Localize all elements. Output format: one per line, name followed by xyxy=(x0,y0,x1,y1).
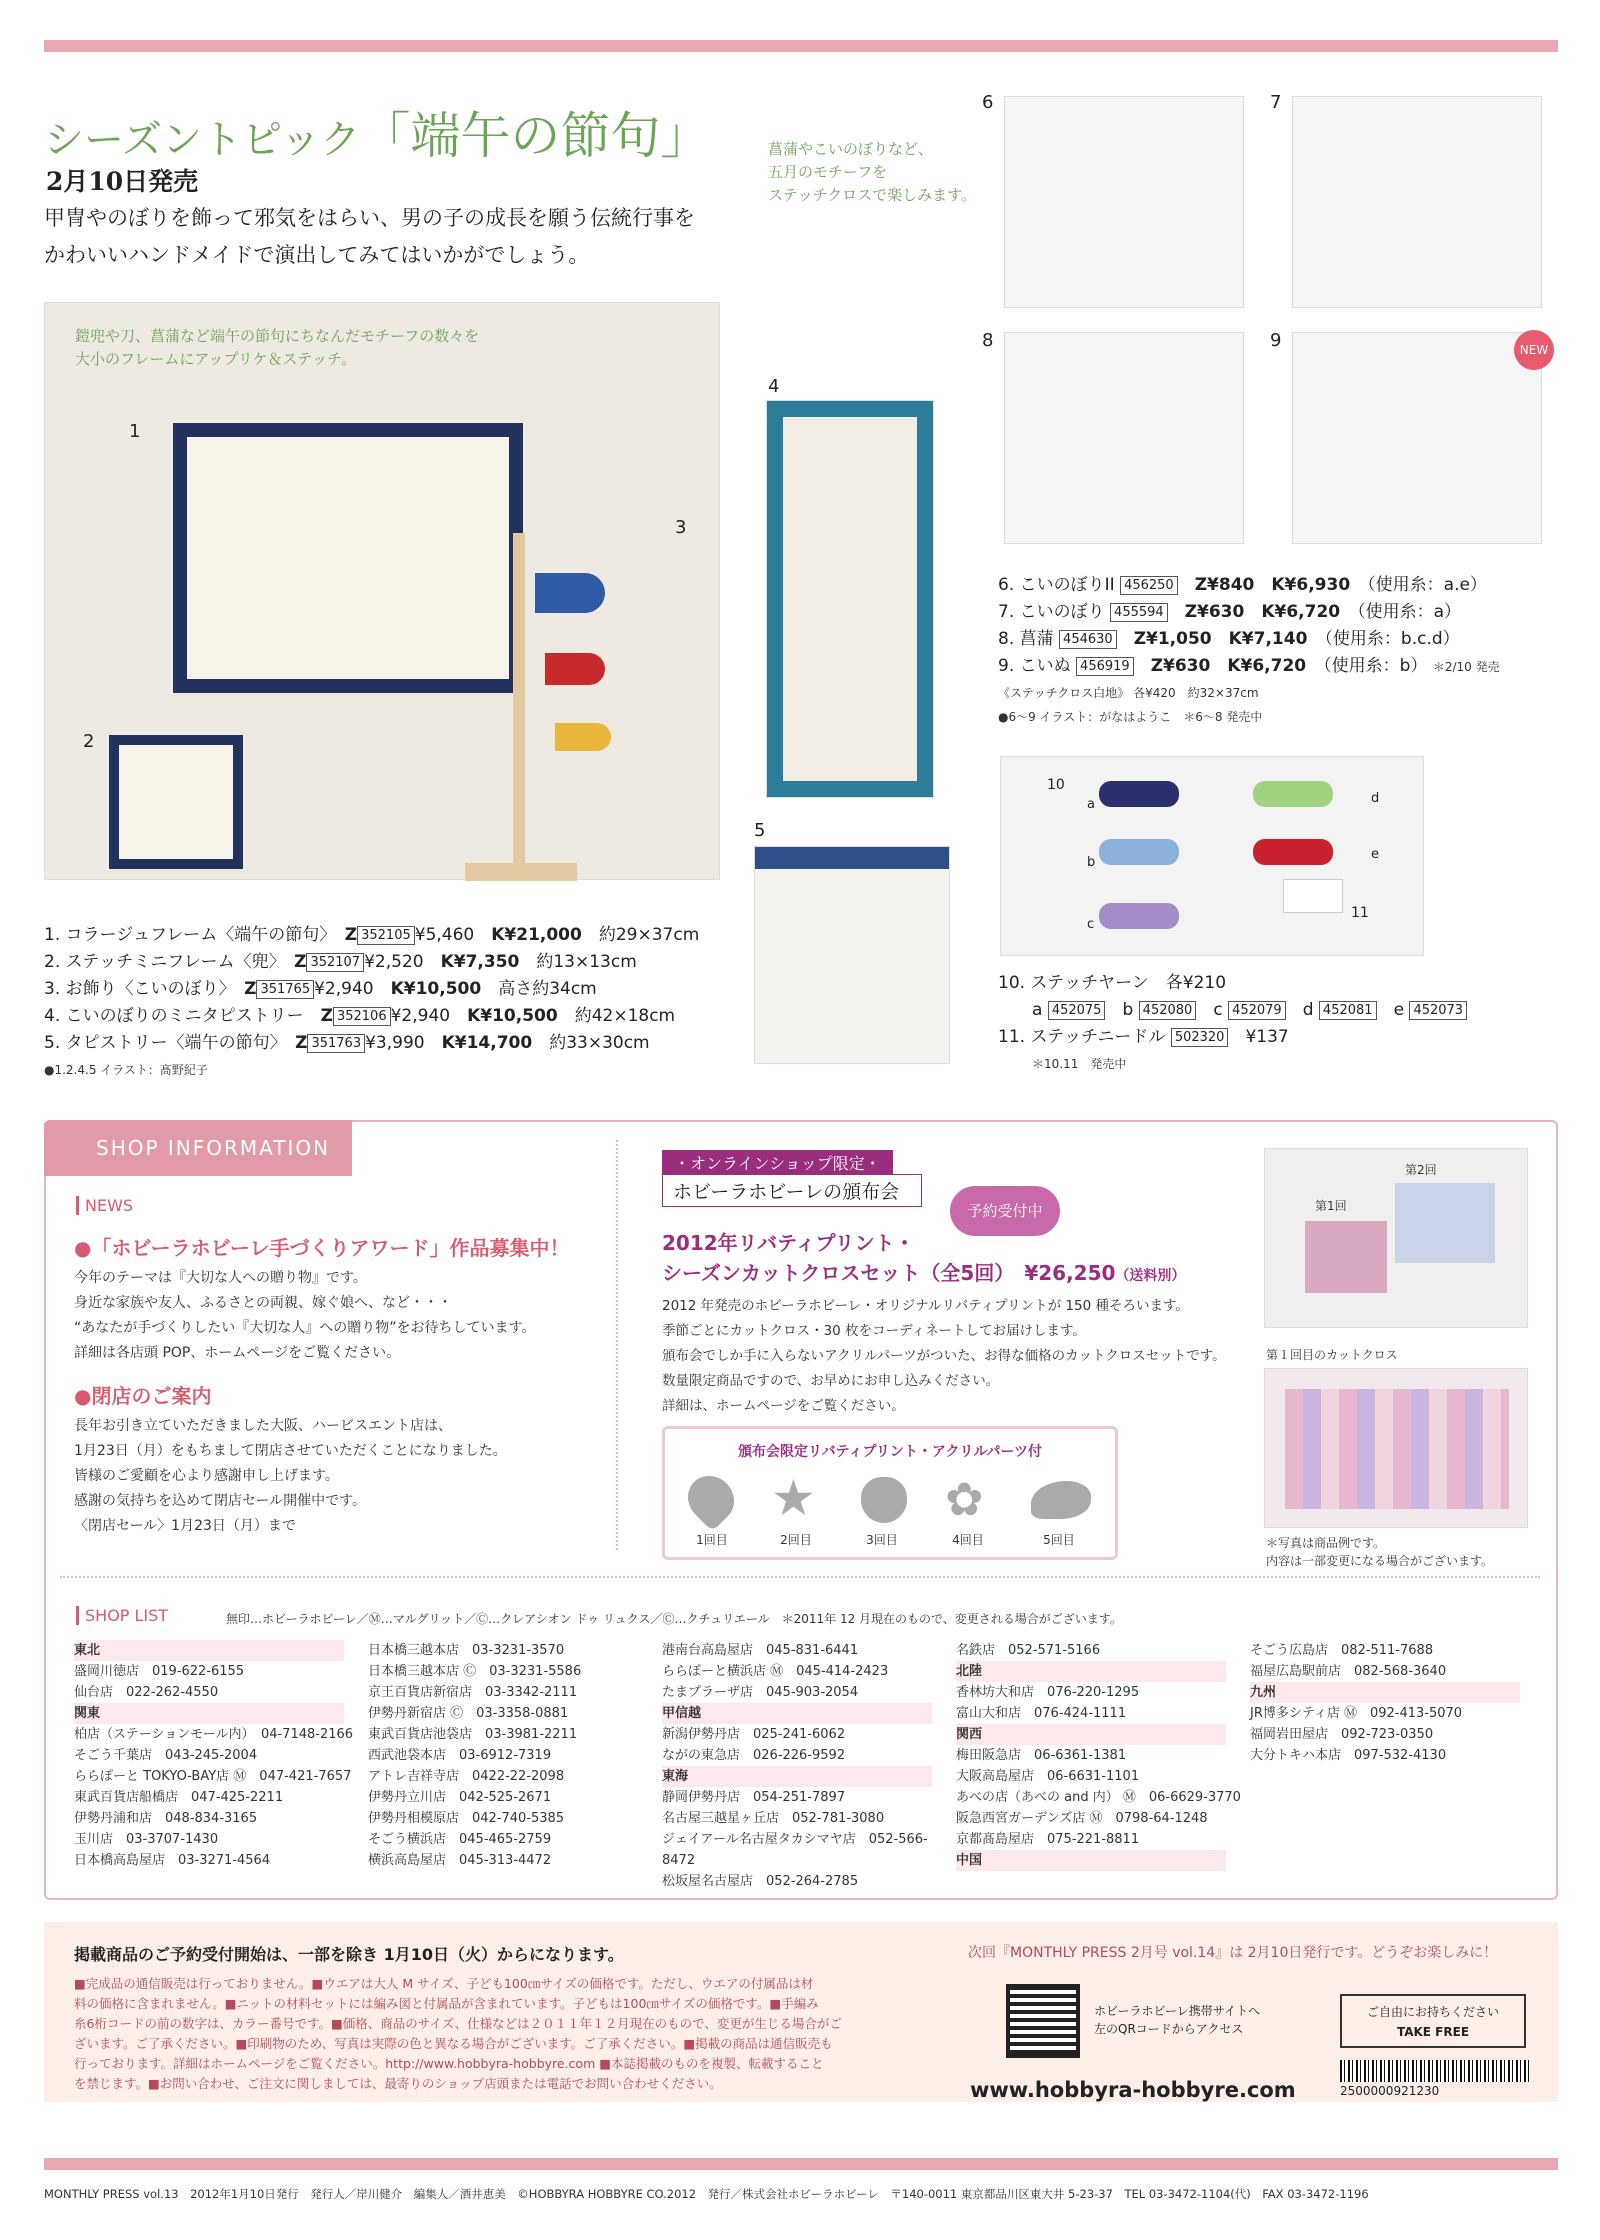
cloth-illustration-note: ●6〜9 イラスト：がなはようこ ＊6〜8 発売中 xyxy=(998,710,1263,724)
reserve-badge: 予約受付中 xyxy=(950,1186,1060,1236)
shoplist-entry: 玉川店 03-3707-1430 xyxy=(74,1832,219,1847)
shoplist-entry: 日本橋三越本店 03-3231-3570 xyxy=(368,1643,565,1658)
yarn-list xyxy=(998,970,1467,1078)
footer-box xyxy=(44,1922,1558,2102)
cutcloth-photo xyxy=(1264,1368,1528,1528)
yarn-photo xyxy=(1000,756,1424,956)
footer-notes: ■完成品の通信販売は行っておりません。■ウエアは大人 M サイズ、子ども100㎝サイズの価格です。ただし、ウエアの付属品は材 料の価格に含まれません。■ニットの材料セットには編み図と付属品が含まれています。子どもは100㎝サイズの価格です。■手編み 糸6桁コードの前の数字は、カラー番号です。■価格、商品のサイズ、仕様などは２０１１年１２月現在のもので、変更が生じる場合がご ざいます。ご了承ください。■印刷物のため、写真は実際の色と異なる場合がございます。ご了承ください。■掲載の商品は通信販売も 行っております。詳細はホームページをご覧ください。http://www.hobbyra-hobbyre.com ■本誌掲載のものを複製、転載すること を禁じます。■お問い合わせ、ご注文に関しましては、最寄りのショップ店頭または電話でお問い合わせください。 xyxy=(74,1976,842,2091)
online-badge: ・オンラインショップ限定・ xyxy=(662,1150,893,1175)
shoplist-entry: 静岡伊勢丹店 054-251-7897 xyxy=(662,1790,846,1805)
shoplist-entry: 港南台高島屋店 045-831-6441 xyxy=(662,1643,859,1658)
shoplist-region: 東北 xyxy=(74,1640,344,1661)
shoplist-entry: 伊勢丹立川店 042-525-2671 xyxy=(368,1790,552,1805)
award-body: 今年のテーマは『大切な人への贈り物』です。 身近な家族や友人、ふるさとの両親、嫁ぐ娘へ、など・・・ “あなたが手づくりしたい『大切な人』への贈り物”をお待ちしています。 詳細は各店頭 POP、ホームページをご覧ください。 xyxy=(74,1270,536,1361)
news-label: NEWS xyxy=(76,1196,133,1215)
cloth-note: 《ステッチクロス白地》 各¥420 約32×37cm xyxy=(998,686,1259,700)
yarn-letter-e: e xyxy=(1371,847,1379,862)
acrylic-parts-box xyxy=(662,1426,1118,1560)
close-heading: ●閉店のご案内 xyxy=(74,1384,212,1408)
shoplist-entry: 西武池袋本店 03-6912-7319 xyxy=(368,1748,552,1763)
koinobori-stand-image xyxy=(513,533,525,873)
shoplist-entry: 富山大和店 076-424-1111 xyxy=(956,1706,1127,1721)
qr-text: ホビーラホビーレ携帯サイトへ 左のQRコードからアクセス xyxy=(1094,2004,1260,2036)
product-row: 4. こいのぼりのミニタピストリー Z 352106 ¥2,940 K¥10,500 約42×18cm xyxy=(44,1006,676,1026)
shoplist-entry: ながの東急店 026-226-9592 xyxy=(662,1748,846,1763)
shoplist-entry: 新潟伊勢丹店 025-241-6062 xyxy=(662,1727,846,1742)
photo-number-10: 10 xyxy=(1047,777,1065,793)
cutcloth-caption: 第１回目のカットクロス xyxy=(1266,1348,1398,1362)
photo-number-2: 2 xyxy=(83,731,95,752)
product-list-right xyxy=(998,572,1500,729)
product-row: 7. こいのぼり 455594 Z¥630 K¥6,720 （使用糸：a） xyxy=(998,602,1462,622)
release-date: 2月10日発売 xyxy=(46,167,199,196)
shoplist-entry: ジェイアール名古屋タカシマヤ店 052-566-8472 xyxy=(662,1832,928,1868)
shoplist-region: 関西 xyxy=(956,1724,1226,1745)
shoplist-entry: 京都髙島屋店 075-221-8811 xyxy=(956,1832,1140,1847)
shoplist-entry: 伊勢丹浦和店 048-834-3165 xyxy=(74,1811,258,1826)
shoplist-entry: 日本橋高島屋店 03-3271-4564 xyxy=(74,1853,271,1868)
award-heading: ●「ホビーラホビーレ手づくりアワード」作品募集中！ xyxy=(74,1236,570,1260)
colophon: MONTHLY PRESS vol.13 2012年1月10日発行 発行人／岸川健介 編集人／酒井恵美 ©HOBBYRA HOBBYRE CO.2012 発行／株式会社ホビーラホビーレ 〒140-0011 東京都品川区東大井 5-23-37 TEL 03-3472-1104(代) FAX 03-3472-1196 xyxy=(44,2187,1369,2201)
shoplist-col-3 xyxy=(662,1640,956,1892)
photo-number-5: 5 xyxy=(754,820,766,841)
shoplist-entry: 阪急西宮ガーデンズ店 Ⓜ 0798-64-1248 xyxy=(956,1811,1208,1826)
shoplist-entry: ららぽーと横浜店 Ⓜ 045-414-2423 xyxy=(662,1664,889,1679)
product-row: 1. コラージュフレーム〈端午の節句〉 Z 352105 ¥5,460 K¥21,000 約29×37cm xyxy=(44,925,700,945)
photo-number-11: 11 xyxy=(1351,905,1369,921)
main-photo xyxy=(44,302,720,880)
yarn-letter-b: b xyxy=(1087,855,1096,870)
yarn-note: ＊10.11 発売中 xyxy=(1032,1057,1127,1071)
cloth-8-image xyxy=(1004,332,1244,544)
apple-icon xyxy=(861,1477,907,1523)
photo-number-1: 1 xyxy=(129,421,141,442)
site-url[interactable]: www.hobbyra-hobbyre.com xyxy=(970,2078,1296,2102)
product-row: 2. ステッチミニフレーム〈兜〉 Z 352107 ¥2,520 K¥7,350 約13×13cm xyxy=(44,952,637,972)
shoplist-entry: 盛岡川徳店 019-622-6155 xyxy=(74,1664,245,1679)
product-row: 3. お飾り〈こいのぼり〉 Z 351765 ¥2,940 K¥10,500 高さ約34cm xyxy=(44,979,597,999)
product-row: 9. こいぬ 456919 Z¥630 K¥6,720 （使用糸：b） ＊2/10 発売 xyxy=(998,656,1500,676)
shoplist-entry: 東武百貨店船橋店 047-425-2211 xyxy=(74,1790,284,1805)
product-row: 5. タピストリー〈端午の節句〉 Z 351763 ¥3,990 K¥14,700 約33×30cm xyxy=(44,1033,650,1053)
shoplist-region: 東海 xyxy=(662,1766,932,1787)
shoplist-entry: 仙台店 022-262-4550 xyxy=(74,1685,219,1700)
shoplist-entry: 日本橋三越本店 Ⓒ 03-3231-5586 xyxy=(368,1664,582,1679)
online-title: 2012年リバティプリント・ シーズンカットクロスセット（全5回） ¥26,250（送料別） xyxy=(662,1231,1186,1285)
shop-info-tab: SHOP INFORMATION xyxy=(44,1120,352,1176)
barcode xyxy=(1340,2060,1530,2082)
bird-icon xyxy=(1031,1481,1091,1519)
shoplist-entry: 梅田阪急店 06-6361-1381 xyxy=(956,1748,1127,1763)
main-photo-caption: 鎧兜や刀、菖蒲など端午の節句にちなんだモチーフの数々を 大小のフレームにアップリケ＆ステッチ。 xyxy=(75,327,480,368)
take-free-box: ご自由にお持ちください TAKE FREE xyxy=(1340,1994,1526,2048)
product-row: 8. 菖蒲 454630 Z¥1,050 K¥7,140 （使用糸：b.c.d） xyxy=(998,629,1460,649)
photo-number-8: 8 xyxy=(982,330,994,351)
needle-row: 11. ステッチニードル 502320 ¥137 xyxy=(998,1027,1289,1047)
acrylic-parts-title: 頒布会限定リバティプリント・アクリルパーツ付 xyxy=(738,1444,1042,1460)
close-body: 長年お引き立ていただきました大阪、ハービスエント店は、 1月23日（月）をもちまして閉店させていただくことになりました。 皆様のご愛顧を心より感謝申し上げます。 感謝の気持ちを込めて閉店セール開催中です。 〈閉店セール〉1月23日（月）まで xyxy=(74,1418,507,1534)
part-label-3: 3回目 xyxy=(866,1533,898,1547)
photo-number-3: 3 xyxy=(675,517,687,538)
online-subtitle: ホビーラホビーレの頒布会 xyxy=(662,1174,922,1207)
shoplist-entry: 伊勢丹相模原店 042-740-5385 xyxy=(368,1811,565,1826)
yarn-letter-c: c xyxy=(1087,917,1095,932)
lead-text: 甲冑やのぼりを飾って邪気をはらい、男の子の成長を願う伝統行事を かわいいハンドメイドで演出してみてはいかがでしょう。 xyxy=(44,206,695,267)
barcode-number: 2500000921230 xyxy=(1340,2084,1440,2098)
shoplist-col-2 xyxy=(368,1640,662,1871)
shoplist-entry: アトレ吉祥寺店 0422-22-2098 xyxy=(368,1769,565,1784)
product-row: 6. こいのぼりII 456250 Z¥840 K¥6,930 （使用糸：a.e） xyxy=(998,575,1487,595)
shoplist-col-4 xyxy=(956,1640,1250,1871)
shoplist-entry: 福岡岩田屋店 092-723-0350 xyxy=(1250,1727,1434,1742)
shoplist-entry: 横浜高島屋店 045-313-4472 xyxy=(368,1853,552,1868)
shoplist-entry: たまプラーザ店 045-903-2054 xyxy=(662,1685,859,1700)
photo-number-7: 7 xyxy=(1270,92,1282,113)
shoplist-entry: 名鉄店 052-571-5166 xyxy=(956,1643,1101,1658)
shoplist-col-1 xyxy=(74,1640,368,1871)
part-label-2: 2回目 xyxy=(780,1533,812,1547)
yarn-title: 10. ステッチヤーン 各¥210 xyxy=(998,973,1227,993)
shoplist-entry: 大阪高島屋店 06-6631-1101 xyxy=(956,1769,1140,1784)
shoplist-entry: 福屋広島駅前店 082-568-3640 xyxy=(1250,1664,1447,1679)
photo-number-4: 4 xyxy=(768,376,780,397)
shoplist-region: 中国 xyxy=(956,1850,1226,1871)
flower-icon: ✿ xyxy=(945,1472,984,1526)
photo-label-1: 第1回 xyxy=(1315,1199,1347,1213)
qr-code[interactable] xyxy=(1006,1984,1080,2058)
tapestry-image xyxy=(754,846,950,1064)
part-label-4: 4回目 xyxy=(952,1533,984,1547)
page-title: シーズントピック「端午の節句」 xyxy=(44,107,711,165)
cloth-7-image xyxy=(1292,96,1542,308)
mini-tapestry-image xyxy=(766,400,934,798)
bottom-bar xyxy=(44,2158,1558,2170)
shoplist-entry: 東武百貨店池袋店 03-3981-2211 xyxy=(368,1727,578,1742)
shoplist-region: 関東 xyxy=(74,1703,344,1724)
shoplist-entry: そごう横浜店 045-465-2759 xyxy=(368,1832,552,1847)
shoplist-title: SHOP LIST xyxy=(76,1606,168,1625)
collage-frame-image xyxy=(173,423,523,693)
part-label-5: 5回目 xyxy=(1043,1533,1075,1547)
shoplist-entry: そごう広島店 082-511-7688 xyxy=(1250,1643,1434,1658)
shoplist-entry: ららぽーと TOKYO-BAY店 Ⓜ 047-421-7657 xyxy=(74,1769,352,1784)
heart-icon xyxy=(678,1466,743,1531)
shoplist-entry: 大分トキハ本店 097-532-4130 xyxy=(1250,1748,1447,1763)
star-icon: ★ xyxy=(771,1469,816,1527)
shoplist-entry: 名古屋三越星ヶ丘店 052-781-3080 xyxy=(662,1811,885,1826)
cloth-9-image xyxy=(1292,332,1542,544)
part-label-1: 1回目 xyxy=(696,1533,728,1547)
shoplist-entry: あべの店（あべの and 内） Ⓜ 06-6629-3770 xyxy=(956,1790,1241,1805)
shoplist-region: 九州 xyxy=(1250,1682,1520,1703)
top-bar xyxy=(44,40,1558,52)
mini-frame-image xyxy=(109,735,243,869)
shoplist-col-5 xyxy=(1250,1640,1544,1766)
shoplist-entry: 香林坊大和店 076-220-1295 xyxy=(956,1685,1140,1700)
illustration-note: ●1.2.4.5 イラスト：髙野紀子 xyxy=(44,1063,208,1077)
liberty-set-photo xyxy=(1264,1148,1528,1328)
photo-note: ＊写真は商品例です。 内容は一部変更になる場合がございます。 xyxy=(1266,1536,1494,1568)
shoplist-region: 甲信越 xyxy=(662,1703,932,1724)
cloth-caption: 菖蒲やこいのぼりなど、 五月のモチーフを ステッチクロスで楽しみます。 xyxy=(768,140,976,204)
photo-label-2: 第2回 xyxy=(1405,1163,1437,1177)
new-badge: NEW xyxy=(1514,330,1554,370)
cloth-6-image xyxy=(1004,96,1244,308)
shoplist-entry: 京王百貨店新宿店 03-3342-2111 xyxy=(368,1685,578,1700)
shoplist-entry: 柏店（ステーションモール内） 04-7148-2166 xyxy=(74,1727,354,1742)
yarn-letter-d: d xyxy=(1371,791,1380,806)
shoplist-entry: 伊勢丹新宿店 Ⓒ 03-3358-0881 xyxy=(368,1706,569,1721)
divider xyxy=(616,1140,618,1550)
shoplist-entry: JR博多シティ店 Ⓜ 092-413-5070 xyxy=(1250,1706,1463,1721)
next-issue: 次回『MONTHLY PRESS 2月号 vol.14』は 2月10日発行です。どうぞお楽しみに！ xyxy=(968,1945,1498,1961)
shoplist-entry: そごう千葉店 043-245-2004 xyxy=(74,1748,258,1763)
shoplist-legend: 無印…ホビーラホビーレ／Ⓜ…マルグリット／Ⓒ…クレアシオン ドゥ リュクス／Ⓒ…クチュリエール ＊2011年 12 月現在のもので、変更される場合がございます。 xyxy=(226,1612,1122,1626)
photo-number-6: 6 xyxy=(982,92,994,113)
shoplist-entry: 松坂屋名古屋店 052-264-2785 xyxy=(662,1874,859,1889)
shoplist-region: 北陸 xyxy=(956,1661,1226,1682)
photo-number-9: 9 xyxy=(1270,330,1282,351)
product-list-left xyxy=(44,922,699,1084)
yarn-letter-a: a xyxy=(1087,797,1095,812)
yarn-codes: a 452075 b 452080 c 452079 d 452081 e 452073 xyxy=(998,997,1467,1024)
divider xyxy=(60,1576,1540,1578)
footer-head: 掲載商品のご予約受付開始は、一部を除き 1月10日（火）からになります。 xyxy=(74,1945,624,1964)
online-body: 2012 年発売のホビーラホビーレ・オリジナルリバティプリントが 150 種そろいます。 季節ごとにカットクロス・30 枚をコーディネートしてお届けします。 頒布会でしか手に入らないアクリルパーツがついた、お得な価格のカットクロスセットです。 数量限定商品ですので、お早めにお申し込みください。 詳細は、ホームページをご覧ください。 xyxy=(662,1298,1226,1414)
